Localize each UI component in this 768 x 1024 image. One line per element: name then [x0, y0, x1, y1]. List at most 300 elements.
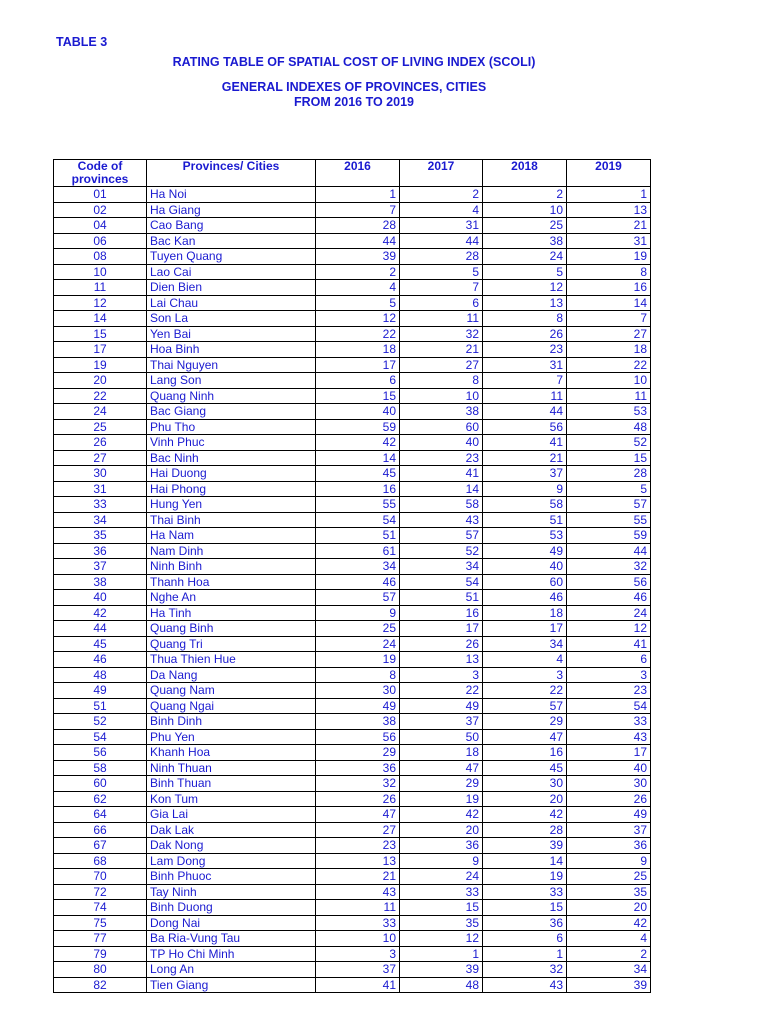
rank-2017: 15: [400, 900, 483, 916]
rank-2018: 42: [483, 807, 567, 823]
rank-2018: 19: [483, 869, 567, 885]
rank-2018: 15: [483, 900, 567, 916]
rank-2018: 44: [483, 404, 567, 420]
province-code: 33: [54, 497, 147, 513]
rank-2017: 1: [400, 946, 483, 962]
table-row: [54, 481, 651, 497]
province-name: Tay Ninh: [147, 884, 316, 900]
province-code: 74: [54, 900, 147, 916]
rank-2018: 9: [483, 481, 567, 497]
rank-2016: 12: [316, 311, 400, 327]
rank-2019: 41: [567, 636, 651, 652]
table-row: [54, 590, 651, 606]
rank-2016: 42: [316, 435, 400, 451]
rank-2019: 13: [567, 202, 651, 218]
province-code: 14: [54, 311, 147, 327]
rank-2018: 40: [483, 559, 567, 575]
column-header-code: Code of provinces: [54, 160, 147, 187]
rank-2016: 28: [316, 218, 400, 234]
rank-2018: 39: [483, 838, 567, 854]
province-name: Binh Phuoc: [147, 869, 316, 885]
province-name: TP Ho Chi Minh: [147, 946, 316, 962]
rank-2018: 16: [483, 745, 567, 761]
province-code: 31: [54, 481, 147, 497]
rank-2018: 24: [483, 249, 567, 265]
table-row: [54, 838, 651, 854]
column-header-2017: 2017: [400, 160, 483, 187]
rank-2016: 18: [316, 342, 400, 358]
rank-2018: 5: [483, 264, 567, 280]
province-name: Dak Lak: [147, 822, 316, 838]
rank-2017: 26: [400, 636, 483, 652]
rank-2018: 56: [483, 419, 567, 435]
rank-2019: 32: [567, 559, 651, 575]
rank-2018: 17: [483, 621, 567, 637]
rank-2018: 46: [483, 590, 567, 606]
province-code: 19: [54, 357, 147, 373]
rank-2017: 48: [400, 977, 483, 993]
province-code: 34: [54, 512, 147, 528]
rank-2019: 16: [567, 280, 651, 296]
rank-2019: 2: [567, 946, 651, 962]
rank-2016: 7: [316, 202, 400, 218]
province-code: 82: [54, 977, 147, 993]
rank-2019: 18: [567, 342, 651, 358]
province-name: Ba Ria-Vung Tau: [147, 931, 316, 947]
rank-2019: 36: [567, 838, 651, 854]
province-name: Quang Ninh: [147, 388, 316, 404]
province-code: 70: [54, 869, 147, 885]
rank-2019: 9: [567, 853, 651, 869]
rank-2018: 45: [483, 760, 567, 776]
rank-2018: 20: [483, 791, 567, 807]
rank-2019: 5: [567, 481, 651, 497]
rank-2018: 4: [483, 652, 567, 668]
table-row: [54, 404, 651, 420]
rank-2018: 13: [483, 295, 567, 311]
province-code: 25: [54, 419, 147, 435]
table-row: [54, 884, 651, 900]
rank-2016: 47: [316, 807, 400, 823]
rank-2017: 49: [400, 698, 483, 714]
rank-2019: 6: [567, 652, 651, 668]
province-name: Lai Chau: [147, 295, 316, 311]
rank-2018: 21: [483, 450, 567, 466]
table-row: [54, 574, 651, 590]
province-code: 40: [54, 590, 147, 606]
rank-2017: 58: [400, 497, 483, 513]
rank-2016: 26: [316, 791, 400, 807]
province-code: 49: [54, 683, 147, 699]
rank-2019: 28: [567, 466, 651, 482]
rank-2017: 21: [400, 342, 483, 358]
province-name: Ha Noi: [147, 187, 316, 203]
province-code: 68: [54, 853, 147, 869]
province-name: Ha Tinh: [147, 605, 316, 621]
province-code: 12: [54, 295, 147, 311]
rank-2016: 13: [316, 853, 400, 869]
province-code: 46: [54, 652, 147, 668]
rank-2017: 24: [400, 869, 483, 885]
rank-2016: 11: [316, 900, 400, 916]
rank-2016: 55: [316, 497, 400, 513]
rank-2016: 43: [316, 884, 400, 900]
rank-2016: 30: [316, 683, 400, 699]
province-name: Binh Dinh: [147, 714, 316, 730]
province-code: 72: [54, 884, 147, 900]
rank-2016: 25: [316, 621, 400, 637]
rank-2016: 61: [316, 543, 400, 559]
table-row: [54, 419, 651, 435]
rank-2017: 17: [400, 621, 483, 637]
province-name: Quang Binh: [147, 621, 316, 637]
rank-2018: 38: [483, 233, 567, 249]
province-code: 37: [54, 559, 147, 575]
rank-2017: 47: [400, 760, 483, 776]
rank-2016: 33: [316, 915, 400, 931]
rank-2017: 2: [400, 187, 483, 203]
table-row: [54, 295, 651, 311]
province-code: 80: [54, 962, 147, 978]
province-code: 48: [54, 667, 147, 683]
province-name: Lang Son: [147, 373, 316, 389]
province-code: 30: [54, 466, 147, 482]
province-name: Hai Duong: [147, 466, 316, 482]
province-name: Vinh Phuc: [147, 435, 316, 451]
rank-2016: 38: [316, 714, 400, 730]
rank-2017: 38: [400, 404, 483, 420]
province-code: 42: [54, 605, 147, 621]
rank-2016: 24: [316, 636, 400, 652]
rank-2017: 54: [400, 574, 483, 590]
rank-2019: 11: [567, 388, 651, 404]
province-name: Tuyen Quang: [147, 249, 316, 265]
rank-2017: 10: [400, 388, 483, 404]
rank-2018: 23: [483, 342, 567, 358]
rank-2019: 23: [567, 683, 651, 699]
rank-2019: 55: [567, 512, 651, 528]
rank-2017: 42: [400, 807, 483, 823]
rank-2017: 52: [400, 543, 483, 559]
province-code: 10: [54, 264, 147, 280]
rank-2017: 32: [400, 326, 483, 342]
rank-2016: 15: [316, 388, 400, 404]
province-code: 38: [54, 574, 147, 590]
table-row: [54, 900, 651, 916]
province-code: 08: [54, 249, 147, 265]
table-row: [54, 605, 651, 621]
rank-2016: 57: [316, 590, 400, 606]
table-body: [54, 187, 651, 993]
table-row: [54, 528, 651, 544]
table-row: [54, 869, 651, 885]
table-row: [54, 466, 651, 482]
rank-2016: 39: [316, 249, 400, 265]
province-name: Khanh Hoa: [147, 745, 316, 761]
province-name: Nam Dinh: [147, 543, 316, 559]
table-row: [54, 497, 651, 513]
table-row: [54, 931, 651, 947]
rank-2017: 7: [400, 280, 483, 296]
rank-2017: 36: [400, 838, 483, 854]
rank-2016: 40: [316, 404, 400, 420]
table-row: [54, 776, 651, 792]
rank-2018: 30: [483, 776, 567, 792]
province-code: 58: [54, 760, 147, 776]
rank-2018: 58: [483, 497, 567, 513]
rank-2019: 42: [567, 915, 651, 931]
rank-2019: 30: [567, 776, 651, 792]
rank-2019: 15: [567, 450, 651, 466]
table-row: [54, 652, 651, 668]
rank-2017: 60: [400, 419, 483, 435]
rank-2017: 29: [400, 776, 483, 792]
document-subtitle-line2: FROM 2016 TO 2019: [294, 95, 414, 109]
rank-2019: 12: [567, 621, 651, 637]
rank-2016: 44: [316, 233, 400, 249]
rank-2017: 6: [400, 295, 483, 311]
rank-2018: 1: [483, 946, 567, 962]
rank-2016: 46: [316, 574, 400, 590]
province-name: Phu Yen: [147, 729, 316, 745]
rank-2018: 53: [483, 528, 567, 544]
rank-2016: 32: [316, 776, 400, 792]
rank-2016: 45: [316, 466, 400, 482]
province-name: Long An: [147, 962, 316, 978]
province-name: Thai Nguyen: [147, 357, 316, 373]
rank-2016: 27: [316, 822, 400, 838]
rank-2017: 11: [400, 311, 483, 327]
rank-2018: 36: [483, 915, 567, 931]
rank-2018: 41: [483, 435, 567, 451]
column-header-province: Provinces/ Cities: [147, 160, 316, 187]
rank-2018: 43: [483, 977, 567, 993]
table-row: [54, 311, 651, 327]
rank-2018: 49: [483, 543, 567, 559]
province-name: Bac Giang: [147, 404, 316, 420]
table-row: [54, 450, 651, 466]
table-row: [54, 915, 651, 931]
province-code: 52: [54, 714, 147, 730]
province-code: 54: [54, 729, 147, 745]
rank-2016: 19: [316, 652, 400, 668]
province-name: Bac Ninh: [147, 450, 316, 466]
table-label: TABLE 3: [56, 35, 108, 49]
table-row: [54, 264, 651, 280]
table-row: [54, 187, 651, 203]
province-code: 22: [54, 388, 147, 404]
rank-2016: 21: [316, 869, 400, 885]
province-code: 56: [54, 745, 147, 761]
rank-2019: 14: [567, 295, 651, 311]
rank-2018: 3: [483, 667, 567, 683]
rank-2019: 56: [567, 574, 651, 590]
province-name: Dak Nong: [147, 838, 316, 854]
province-code: 24: [54, 404, 147, 420]
rank-2019: 44: [567, 543, 651, 559]
rank-2017: 44: [400, 233, 483, 249]
table-row: [54, 202, 651, 218]
rank-2017: 14: [400, 481, 483, 497]
rank-2017: 40: [400, 435, 483, 451]
rank-2018: 25: [483, 218, 567, 234]
province-name: Hai Phong: [147, 481, 316, 497]
province-name: Yen Bai: [147, 326, 316, 342]
rank-2016: 8: [316, 667, 400, 683]
table-row: [54, 249, 651, 265]
rank-2016: 59: [316, 419, 400, 435]
rank-2019: 34: [567, 962, 651, 978]
rank-2019: 31: [567, 233, 651, 249]
rank-2019: 17: [567, 745, 651, 761]
province-name: Phu Tho: [147, 419, 316, 435]
province-name: Ha Giang: [147, 202, 316, 218]
province-name: Ninh Binh: [147, 559, 316, 575]
rank-2018: 51: [483, 512, 567, 528]
province-name: Dien Bien: [147, 280, 316, 296]
rank-2017: 16: [400, 605, 483, 621]
rank-2016: 22: [316, 326, 400, 342]
table-row: [54, 435, 651, 451]
rank-2017: 5: [400, 264, 483, 280]
rank-2019: 35: [567, 884, 651, 900]
rank-2016: 54: [316, 512, 400, 528]
province-code: 26: [54, 435, 147, 451]
rank-2018: 37: [483, 466, 567, 482]
province-code: 27: [54, 450, 147, 466]
rank-2017: 34: [400, 559, 483, 575]
rank-2019: 20: [567, 900, 651, 916]
rank-2016: 23: [316, 838, 400, 854]
rank-2016: 41: [316, 977, 400, 993]
table-row: [54, 745, 651, 761]
rank-2019: 52: [567, 435, 651, 451]
province-code: 01: [54, 187, 147, 203]
province-code: 20: [54, 373, 147, 389]
rank-2018: 18: [483, 605, 567, 621]
rank-2016: 37: [316, 962, 400, 978]
rank-2018: 28: [483, 822, 567, 838]
province-code: 75: [54, 915, 147, 931]
rank-2018: 7: [483, 373, 567, 389]
province-name: Binh Thuan: [147, 776, 316, 792]
table-row: [54, 807, 651, 823]
rank-2016: 10: [316, 931, 400, 947]
province-code: 79: [54, 946, 147, 962]
province-name: Ha Nam: [147, 528, 316, 544]
table-row: [54, 342, 651, 358]
table-row: [54, 388, 651, 404]
rank-2017: 31: [400, 218, 483, 234]
rank-2019: 53: [567, 404, 651, 420]
rank-2017: 39: [400, 962, 483, 978]
rank-2019: 4: [567, 931, 651, 947]
table-row: [54, 621, 651, 637]
table-row: [54, 791, 651, 807]
table-row: [54, 714, 651, 730]
rank-2019: 25: [567, 869, 651, 885]
rank-2017: 8: [400, 373, 483, 389]
rank-2016: 29: [316, 745, 400, 761]
table-row: [54, 559, 651, 575]
province-name: Bac Kan: [147, 233, 316, 249]
rank-2019: 39: [567, 977, 651, 993]
rank-2018: 47: [483, 729, 567, 745]
rank-2017: 41: [400, 466, 483, 482]
rank-2018: 22: [483, 683, 567, 699]
rank-2019: 10: [567, 373, 651, 389]
province-name: Quang Ngai: [147, 698, 316, 714]
rank-2019: 40: [567, 760, 651, 776]
rank-2019: 3: [567, 667, 651, 683]
rank-2017: 13: [400, 652, 483, 668]
rank-2019: 19: [567, 249, 651, 265]
rank-2016: 51: [316, 528, 400, 544]
rank-2019: 27: [567, 326, 651, 342]
rank-2017: 9: [400, 853, 483, 869]
province-name: Thua Thien Hue: [147, 652, 316, 668]
rank-2019: 59: [567, 528, 651, 544]
province-code: 67: [54, 838, 147, 854]
rating-table: [53, 159, 651, 993]
province-name: Hoa Binh: [147, 342, 316, 358]
province-code: 06: [54, 233, 147, 249]
rank-2018: 33: [483, 884, 567, 900]
rank-2018: 2: [483, 187, 567, 203]
province-name: Gia Lai: [147, 807, 316, 823]
province-code: 04: [54, 218, 147, 234]
province-code: 15: [54, 326, 147, 342]
rank-2017: 23: [400, 450, 483, 466]
province-code: 36: [54, 543, 147, 559]
column-header-2018: 2018: [483, 160, 567, 187]
rank-2016: 14: [316, 450, 400, 466]
rank-2018: 29: [483, 714, 567, 730]
rank-2017: 3: [400, 667, 483, 683]
rank-2017: 57: [400, 528, 483, 544]
province-code: 35: [54, 528, 147, 544]
rank-2018: 12: [483, 280, 567, 296]
rank-2018: 32: [483, 962, 567, 978]
rank-2017: 37: [400, 714, 483, 730]
rank-2016: 5: [316, 295, 400, 311]
province-name: Thai Binh: [147, 512, 316, 528]
rank-2016: 6: [316, 373, 400, 389]
province-code: 66: [54, 822, 147, 838]
rank-2018: 10: [483, 202, 567, 218]
table-row: [54, 698, 651, 714]
table-row: [54, 512, 651, 528]
rank-2018: 14: [483, 853, 567, 869]
rank-2019: 33: [567, 714, 651, 730]
table-row: [54, 636, 651, 652]
table-row: [54, 977, 651, 993]
province-name: Son La: [147, 311, 316, 327]
table-row: [54, 543, 651, 559]
table-row: [54, 373, 651, 389]
province-name: Dong Nai: [147, 915, 316, 931]
rank-2018: 26: [483, 326, 567, 342]
province-name: Da Nang: [147, 667, 316, 683]
province-name: Thanh Hoa: [147, 574, 316, 590]
column-header-2019: 2019: [567, 160, 651, 187]
table-row: [54, 280, 651, 296]
rank-2017: 12: [400, 931, 483, 947]
rank-2017: 33: [400, 884, 483, 900]
rank-2017: 51: [400, 590, 483, 606]
province-code: 45: [54, 636, 147, 652]
rank-2019: 22: [567, 357, 651, 373]
